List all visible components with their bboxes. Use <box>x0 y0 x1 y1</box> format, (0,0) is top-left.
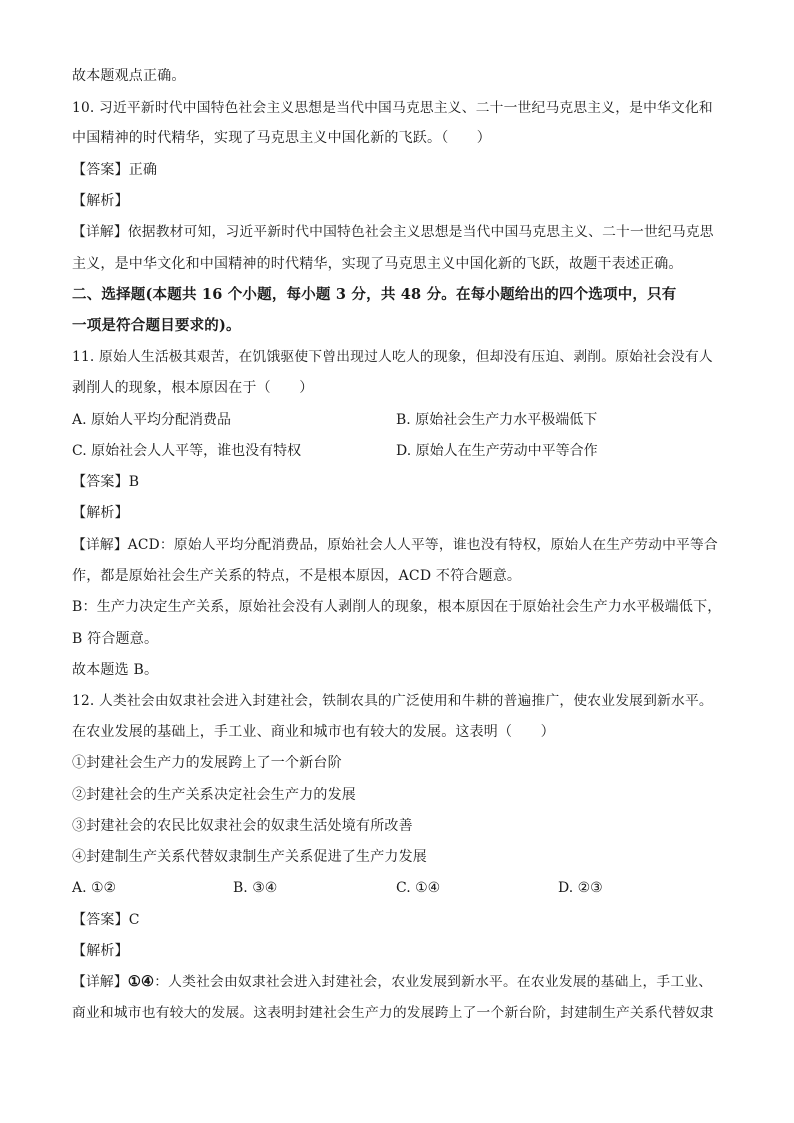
question-11-detail: 【详解】ACD：原始人平均分配消费品，原始社会人人平等，谁也没有特权，原始人在生产劳动中平等合 <box>72 537 718 553</box>
question-12-option-c: C. ①④ <box>396 880 441 896</box>
question-11-option-b: B. 原始社会生产力水平极端低下 <box>396 412 598 428</box>
question-11-option-d: D. 原始人在生产劳动中平等合作 <box>396 443 598 459</box>
section-heading: 二、选择题(本题共 16 个小题，每小题 3 分，共 48 分。在每小题给出的四个选项中，只有 <box>72 286 677 303</box>
question-11-stem-cont: 剥削人的现象，根本原因在于（ ） <box>72 380 314 396</box>
question-10-detail-cont: 主义，是中华文化和中国精神的时代精华，实现了马克思主义中国化新的飞跃，故题干表述正确。 <box>72 256 683 272</box>
question-12-stem: 12. 人类社会由奴隶社会进入封建社会，铁制农具的广泛使用和牛耕的普遍推广，使农业发展到新水平。 <box>72 693 713 709</box>
question-10-stem: 10. 习近平新时代中国特色社会主义思想是当代中国马克思主义、二十一世纪马克思主义，是中华文化和 <box>72 100 713 116</box>
question-11-stem: 11. 原始人生活极其艰苦，在饥饿驱使下曾出现过人吃人的现象，但却没有压迫、剥削。原始社会没有人 <box>72 349 713 365</box>
detail-text: ：人类社会由奴隶社会进入封建社会，农业发展到新水平。在农业发展的基础上，手工业、 <box>154 974 713 990</box>
question-12-statement-3: ③封建社会的农民比奴隶社会的奴隶生活处境有所改善 <box>72 818 413 834</box>
question-10-answer: 【答案】正确 <box>72 162 158 178</box>
question-12-statement-2: ②封建社会的生产关系决定社会生产力的发展 <box>72 787 356 803</box>
question-10-detail: 【详解】依据教材可知，习近平新时代中国特色社会主义思想是当代中国马克思主义、二十一世纪马克思 <box>72 224 714 240</box>
question-11-option-a: A. 原始人平均分配消费品 <box>72 412 232 428</box>
question-12-option-a: A. ①② <box>72 880 117 896</box>
question-12-answer: 【答案】C <box>72 912 140 928</box>
question-12-option-b: B. ③④ <box>233 880 278 896</box>
question-11-detail-b-cont: B 符合题意。 <box>72 631 159 647</box>
question-11-analysis-heading: 【解析】 <box>72 505 129 521</box>
conclusion-line: 故本题观点正确。 <box>72 68 186 84</box>
question-11-answer: 【答案】B <box>72 474 140 490</box>
question-11-option-c: C. 原始社会人人平等，谁也没有特权 <box>72 443 302 459</box>
question-12-detail <box>72 972 712 992</box>
section-heading-cont: 一项是符合题目要求的)。 <box>72 317 241 334</box>
question-10-stem-cont: 中国精神的时代精华，实现了马克思主义中国化新的飞跃。（ ） <box>72 130 491 146</box>
question-12-statement-1: ①封建社会生产力的发展跨上了一个新台阶 <box>72 755 342 771</box>
detail-selected-items: ①④ <box>127 973 155 990</box>
question-12-analysis-heading: 【解析】 <box>72 943 129 959</box>
detail-label: 【详解】 <box>72 974 128 990</box>
question-11-detail-cont: 作，都是原始社会生产关系的特点，不是根本原因，ACD 不符合题意。 <box>72 568 522 584</box>
question-12-statement-4: ④封建制生产关系代替奴隶制生产关系促进了生产力发展 <box>72 849 427 865</box>
question-12-stem-cont: 在农业发展的基础上，手工业、商业和城市也有较大的发展。这表明（ ） <box>72 724 555 740</box>
question-11-detail-b: B：生产力决定生产关系，原始社会没有人剥削人的现象，根本原因在于原始社会生产力水平极端低下， <box>72 599 722 615</box>
question-11-conclusion: 故本题选 B。 <box>72 662 159 678</box>
question-12-option-d: D. ②③ <box>558 880 603 896</box>
question-12-detail-cont: 商业和城市也有较大的发展。这表明封建社会生产力的发展跨上了一个新台阶，封建制生产关系代替奴隶 <box>72 1005 714 1021</box>
question-10-analysis-heading: 【解析】 <box>72 193 129 209</box>
